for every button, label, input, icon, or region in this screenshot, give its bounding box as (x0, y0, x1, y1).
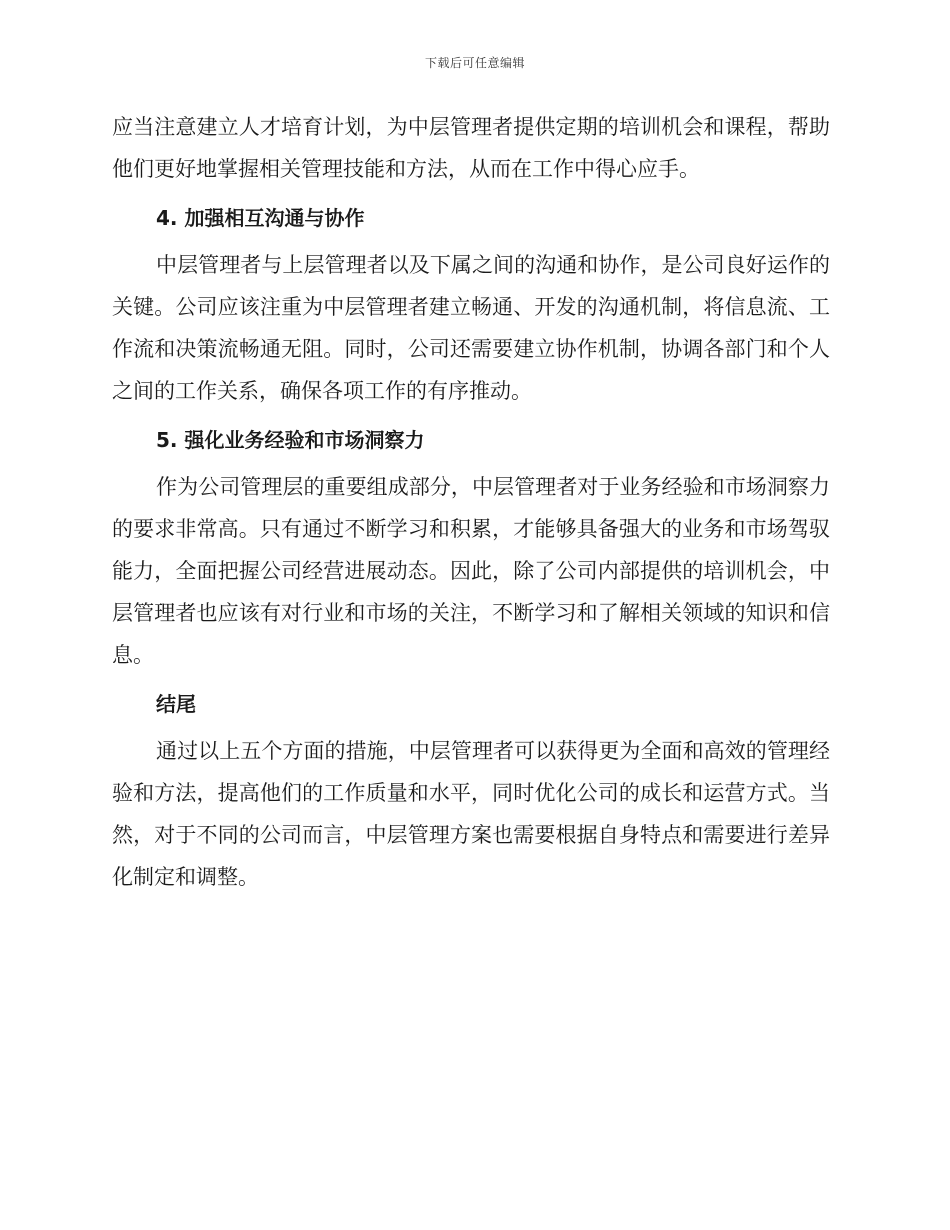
intro-paragraph: 应当注意建立人才培育计划，为中层管理者提供定期的培训机会和课程，帮助他们更好地掌握相关管理技能和方法，从而在工作中得心应手。 (112, 115, 830, 181)
conclusion-heading: 结尾 (156, 692, 196, 716)
conclusion-paragraph: 通过以上五个方面的措施，中层管理者可以获得更为全面和高效的管理经验和方法，提高他们的工作质量和水平，同时优化公司的成长和运营方式。当然，对于不同的公司而言，中层管理方案也需要根据自身特点和需要进行差异化制定和调整。 (112, 739, 830, 889)
section-5-paragraph: 作为公司管理层的重要组成部分，中层管理者对于业务经验和市场洞察力的要求非常高。只有通过不断学习和积累，才能够具备强大的业务和市场驾驭能力，全面把握公司经营进展动态。因此，除了公司内部提供的培训机会，中层管理者也应该有对行业和市场的关注，不断学习和了解相关领域的知识和信息。 (112, 475, 830, 667)
section-5-heading: 5. 强化业务经验和市场洞察力 (156, 428, 425, 452)
section-4-paragraph: 中层管理者与上层管理者以及下属之间的沟通和协作，是公司良好运作的关键。公司应该注重为中层管理者建立畅通、开发的沟通机制，将信息流、工作流和决策流畅通无阻。同时，公司还需要建立协作机制，协调各部门和个人之间的工作关系，确保各项工作的有序推动。 (112, 253, 830, 403)
section-4-heading: 4. 加强相互沟通与协作 (156, 206, 365, 230)
document-body (112, 106, 830, 898)
page-header: 下载后可任意编辑 (424, 56, 525, 70)
